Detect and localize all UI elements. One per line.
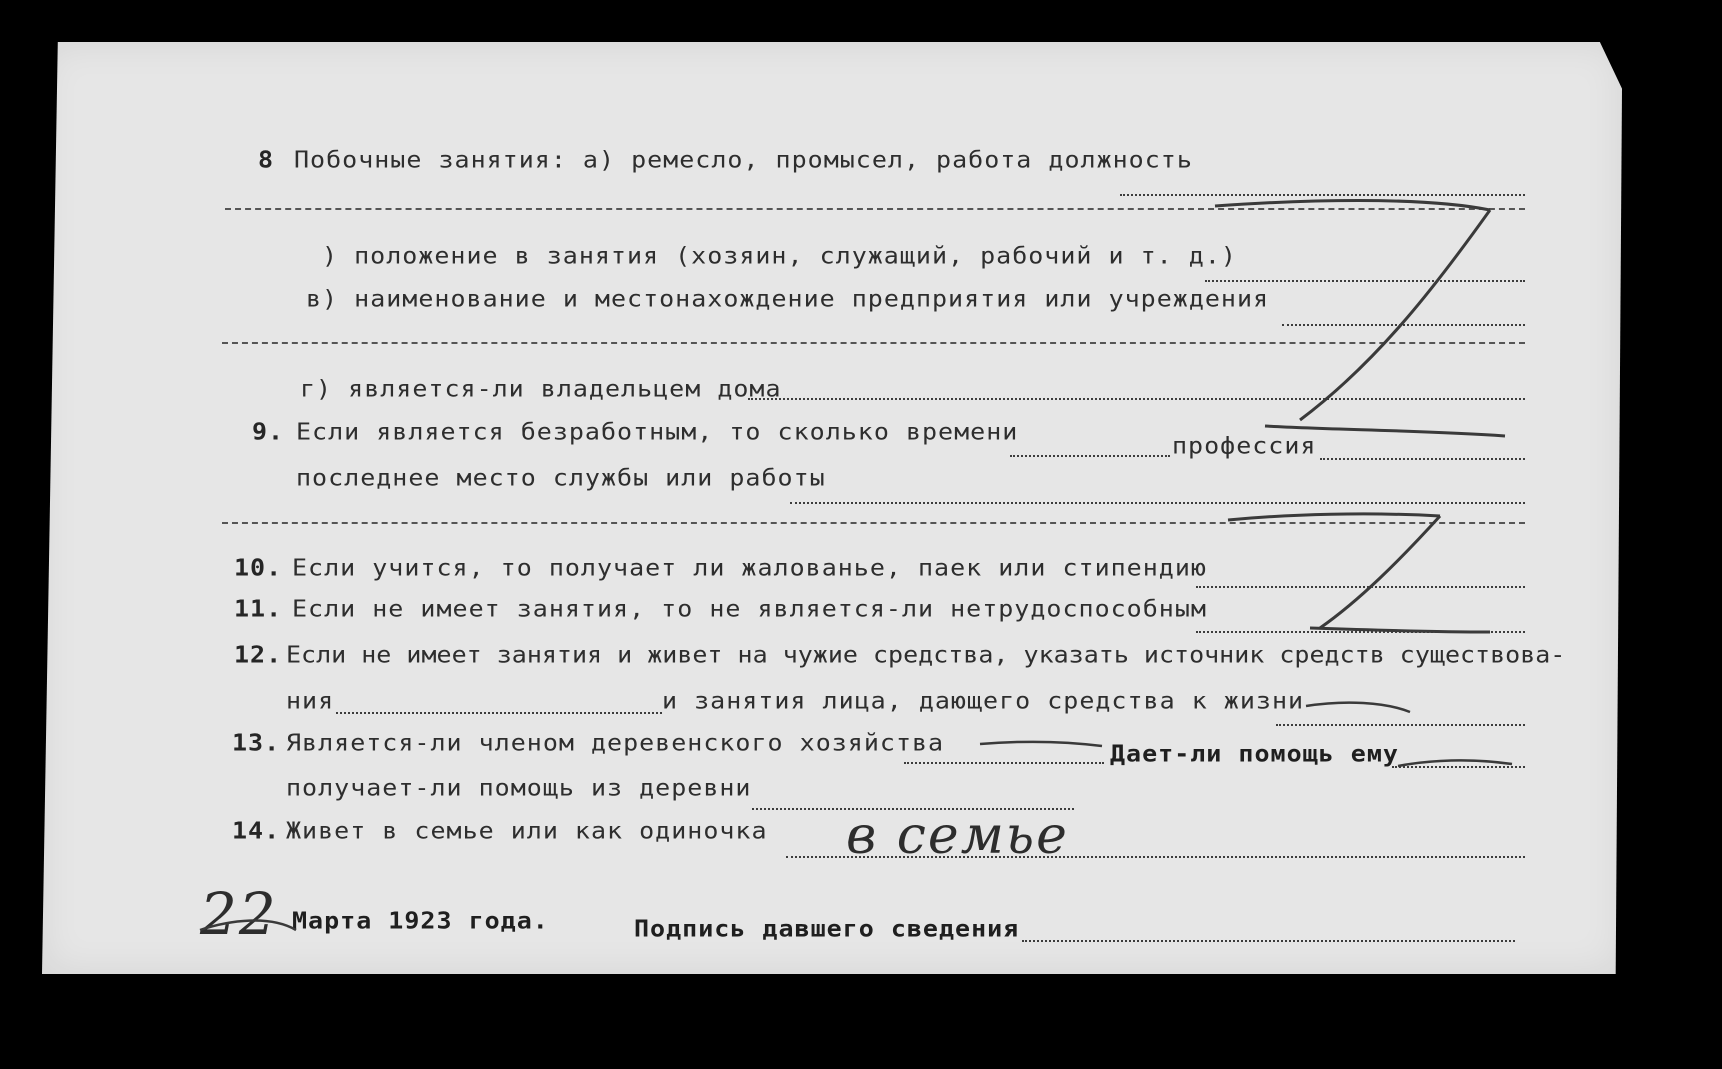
q8-b-text: ) положение в занятия (хозяин, служащий, рабочий и т. д.) [322, 242, 1237, 269]
date-day-handwritten: 22 [200, 880, 278, 948]
q10-number: 10. [234, 554, 283, 581]
stroke-date [200, 921, 296, 930]
q13-cont-text: получает-ли помощь из деревни [286, 774, 752, 801]
q8-g-text: г) является-ли владельцем дома [300, 375, 782, 402]
stroke-10-bottom [1310, 628, 1490, 632]
q9-text: Если является безработным, то сколько времени [296, 418, 1019, 445]
q14-handwritten-answer: в семье [846, 806, 1069, 866]
q8-a-text: Побочные занятия: а) ремесло, промысел, работа должность [294, 146, 1193, 173]
q12-number: 12. [234, 641, 283, 668]
date-text: Марта 1923 года. [292, 907, 549, 934]
stroke-8-diagonal [1300, 210, 1490, 420]
q13-help-label: Дает-ли помощь ему [1110, 740, 1399, 767]
q10-text: Если учится, то получает ли жалованье, паек или стипендию [292, 554, 1207, 581]
signature-label: Подпись давшего сведения [634, 915, 1020, 942]
stroke-8-bottom [1265, 426, 1505, 436]
stroke-8-top [1215, 201, 1490, 211]
q8-v-text: в) наименование и местонахождение предприятия или учреждения [306, 285, 1270, 312]
q13-number: 13. [232, 729, 281, 756]
q14-text: Живет в семье или как одиночка [286, 817, 768, 844]
stroke-10-diagonal [1320, 516, 1440, 628]
stroke-13 [980, 742, 1102, 746]
q14-number: 14. [232, 817, 281, 844]
q13-text: Является-ли членом деревенского хозяйства [286, 729, 945, 756]
stroke-12 [1306, 703, 1410, 712]
q12-text: Если не имеет занятия и живет на чужие средства, указать источник средств существова- [286, 641, 1566, 668]
q12-cont-start: ния [286, 687, 335, 714]
q9-profession-label: профессия [1172, 432, 1317, 459]
q11-number: 11. [234, 595, 283, 622]
q8-number: 8 [258, 146, 275, 173]
q9-number: 9. [252, 418, 285, 445]
stroke-10-top [1228, 514, 1440, 520]
q12-cont-text: и занятия лица, дающего средства к жизни [662, 687, 1305, 714]
stroke-13b [1398, 760, 1512, 766]
q9-last-text: последнее место службы или работы [296, 464, 826, 491]
q11-text: Если не имеет занятия, то не является-ли нетрудоспособным [292, 595, 1207, 622]
